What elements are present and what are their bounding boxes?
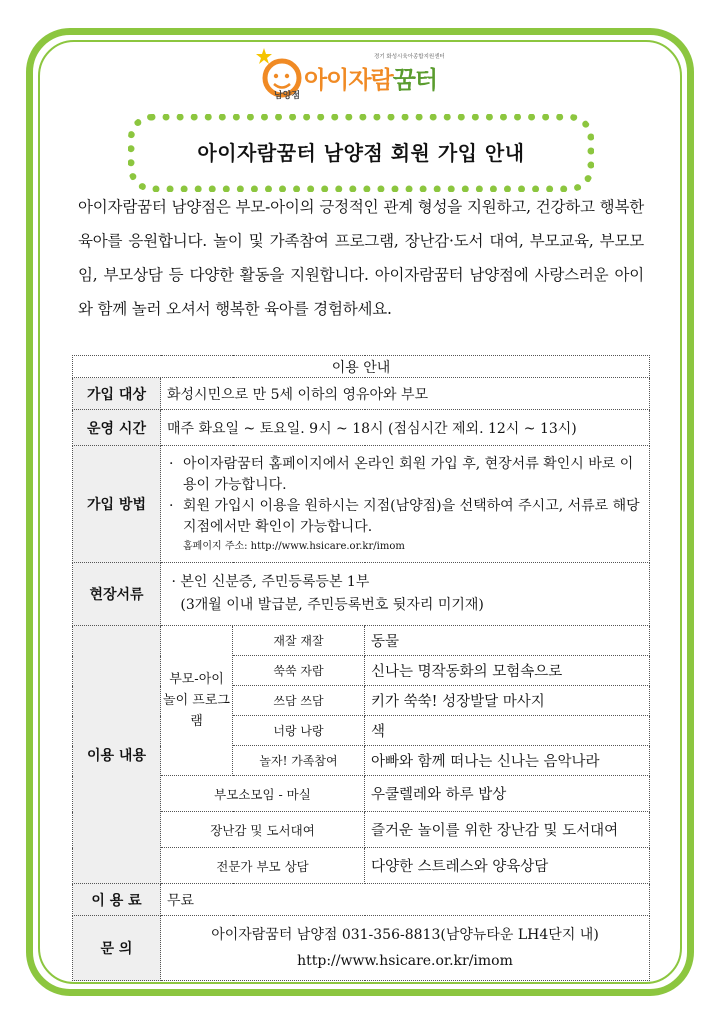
program-group-label: 부모-아이 놀이 프로그램 [161,626,233,776]
table-row [73,563,650,626]
row-label: 현장서류 [73,563,161,626]
documents-cell: · 본인 신분증, 주민등록등본 1부 (3개월 이내 발급분, 주민등록번호 뒷자리 미기재) [161,563,650,626]
table-row [73,884,650,916]
table-row [73,410,650,446]
table-row [73,626,650,656]
program-name: 쑥쑥 자람 [233,656,365,686]
service-name: 부모소모임 - 마실 [161,776,365,812]
program-value: 키가 쑥쑥! 성장발달 마사지 [365,686,650,716]
logo-brand: 아이자람꿈터 [304,66,438,94]
contact-url[interactable]: http://www.hsicare.or.kr/imom [297,953,513,969]
program-name: 놀자! 가족참여 [233,746,365,776]
service-value: 다양한 스트레스와 양육상담 [365,848,650,884]
service-name: 전문가 부모 상담 [161,848,365,884]
program-value: 동물 [365,626,650,656]
program-name: 재잘 재잘 [233,626,365,656]
row-label: 문 의 [73,916,161,981]
join-method-bullet: 회원 가입시 이용을 원하시는 지점(남양점)을 선택하여 주시고, 서류로 해당지점에서만 확인이 가능합니다. [183,498,640,535]
table-row [73,378,650,410]
program-value: 색 [365,716,650,746]
row-label: 가입 대상 [73,378,161,410]
intro-paragraph: 아이자람꿈터 남양점은 부모-아이의 긍정적인 관계 형성을 지원하고, 건강하고 행복한 육아를 응원합니다. 놀이 및 가족참여 프로그램, 장난감·도서 대여, 부모교육, 부모모임, 부모상담 등 다양한 활동을 지원합니다. 아이자람꿈터 남양점에 사랑스러운 아이와 함께 놀러 오셔서 행복한 육아를 경험하세요. [78,198,644,318]
row-value: 화성시민으로 만 5세 이하의 영유아와 부모 [161,378,650,410]
service-value: 즐거운 놀이를 위한 장난감 및 도서대여 [365,812,650,848]
row-label: 가입 방법 [73,446,161,563]
service-value: 우쿨렐레와 하루 밥상 [365,776,650,812]
documents-line: 본인 신분증, 주민등록등본 1부 [180,574,370,590]
row-value: 무료 [161,884,650,916]
table-header: 이용 안내 [73,356,650,378]
documents-line: (3개월 이내 발급분, 주민등록번호 뒷자리 미기재) [180,597,484,613]
contact-phone: 아이자람꿈터 남양점 031-356-8813(남양뉴타운 LH4단지 내) [211,927,599,943]
logo [256,46,476,106]
homepage-address: 홈페이지 주소: http://www.hsicare.or.kr/imom [183,541,405,552]
join-method-cell: · 아이자람꿈터 홈페이지에서 온라인 회원 가입 후, 현장서류 확인시 바로 이용이 가능합니다. · 회원 가입시 이용을 원하시는 지점(남양점)을 선택하여 주시고, 서류로 해당지점에서만 확인이 가능합니다. 홈페이지 주소: http://www.hsicare.or.kr/imom [161,446,650,563]
row-label: 이 용 료 [73,884,161,916]
info-table [72,355,650,981]
row-value: 매주 화요일 ~ 토요일. 9시 ~ 18시 (점심시간 제외. 12시 ~ 13시) [161,410,650,446]
contact-cell [161,916,650,981]
program-name: 너랑 나랑 [233,716,365,746]
program-value: 신나는 명작동화의 모험속으로 [365,656,650,686]
table-row [73,916,650,981]
table-row [73,446,650,563]
page-title: 아이자람꿈터 남양점 회원 가입 안내 [197,141,525,165]
service-name: 장난감 및 도서대여 [161,812,365,848]
row-label: 운영 시간 [73,410,161,446]
join-method-bullet: 아이자람꿈터 홈페이지에서 온라인 회원 가입 후, 현장서류 확인시 바로 이용이 가능합니다. [183,456,634,493]
logo-sponsor: 경기 화성시육아종합지원센터 [374,54,445,60]
program-value: 아빠와 함께 떠나는 신나는 음악나라 [365,746,650,776]
program-name: 쓰담 쓰담 [233,686,365,716]
row-label: 이용 내용 [73,626,161,884]
logo-branch: 남양점 [274,91,301,101]
